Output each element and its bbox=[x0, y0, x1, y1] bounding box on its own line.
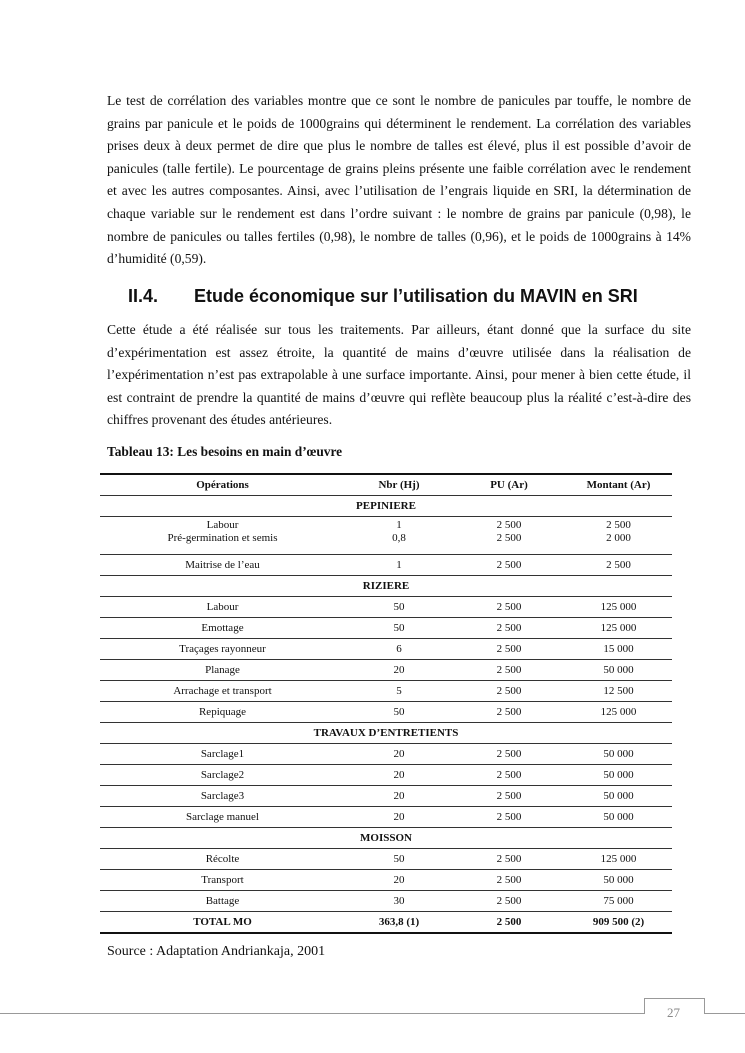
nbr-cell: 20 bbox=[345, 660, 453, 681]
operation-cell: Labour bbox=[100, 597, 345, 618]
pu-cell: 2 500 bbox=[453, 891, 565, 912]
operation-cell: Battage bbox=[100, 891, 345, 912]
operation-cell: Maitrise de l’eau bbox=[100, 555, 345, 576]
table-row bbox=[100, 597, 672, 618]
nbr-cell: 5 bbox=[345, 681, 453, 702]
pu-cell: 2 500 bbox=[453, 639, 565, 660]
header-pu: PU (Ar) bbox=[453, 474, 565, 496]
table-row bbox=[100, 786, 672, 807]
operation-cell: Arrachage et transport bbox=[100, 681, 345, 702]
montant-cell: 2 000 bbox=[565, 532, 672, 555]
table-section-row bbox=[100, 828, 672, 849]
operation-cell: Labour bbox=[206, 518, 239, 531]
pu-cell: 2 500 bbox=[453, 681, 565, 702]
section-label: MOISSON bbox=[100, 828, 672, 849]
section-label: RIZIERE bbox=[100, 576, 672, 597]
operation-cell: Pré-germination et semis bbox=[100, 532, 345, 555]
table-row bbox=[100, 702, 672, 723]
nbr-cell: 50 bbox=[345, 702, 453, 723]
pu-cell: 2 500 bbox=[453, 870, 565, 891]
montant-cell: 50 000 bbox=[565, 870, 672, 891]
paragraph-etude: Cette étude a été réalisée sur tous les traitements. Par ailleurs, étant donné que la surface du site d’expérimentation est assez étroite, la quantité de mains d’œuvre utilisée dans la réalisation de l’expérimentation n’est pas extrapolable à une surface importante. Ainsi, pour mener à bien cette étude, il est contraint de prendre la quantité de mains d’œuvre qui reflète beaucoup plus la réalité c’est-à-dire des chiffres provenant des études antérieures. bbox=[107, 322, 691, 428]
operation-cell: Sarclage manuel bbox=[100, 807, 345, 828]
table-source: Source : Adaptation Andriankaja, 2001 bbox=[107, 944, 326, 959]
operation-cell: Sarclage1 bbox=[100, 744, 345, 765]
nbr-cell: 20 bbox=[345, 807, 453, 828]
montant-cell: 15 000 bbox=[565, 639, 672, 660]
nbr-cell: 30 bbox=[345, 891, 453, 912]
pu-cell: 2 500 bbox=[453, 849, 565, 870]
montant-cell: 50 000 bbox=[565, 765, 672, 786]
pu-cell: 2 500 bbox=[496, 518, 522, 531]
nbr-cell: 363,8 (1) bbox=[345, 912, 453, 934]
pu-cell: 2 500 bbox=[453, 660, 565, 681]
montant-cell: 909 500 (2) bbox=[565, 912, 672, 934]
montant-cell: 125 000 bbox=[565, 849, 672, 870]
pu-cell: 2 500 bbox=[453, 786, 565, 807]
operation-cell: Transport bbox=[100, 870, 345, 891]
nbr-cell: 20 bbox=[345, 870, 453, 891]
operation-cell: Récolte bbox=[100, 849, 345, 870]
table-row bbox=[100, 555, 672, 576]
table-row bbox=[100, 891, 672, 912]
section-number: II.4. bbox=[128, 286, 159, 306]
table-row bbox=[100, 765, 672, 786]
montant-cell: 50 000 bbox=[565, 807, 672, 828]
table-row bbox=[100, 639, 672, 660]
table-row bbox=[100, 517, 672, 533]
table-row bbox=[100, 849, 672, 870]
table-row bbox=[100, 532, 672, 555]
nbr-cell: 20 bbox=[345, 744, 453, 765]
table-section-row bbox=[100, 576, 672, 597]
operation-cell: Sarclage3 bbox=[100, 786, 345, 807]
section-label: TRAVAUX D’ENTRETIENTS bbox=[100, 723, 672, 744]
nbr-cell: 20 bbox=[345, 786, 453, 807]
montant-cell: 125 000 bbox=[565, 618, 672, 639]
operation-cell: Planage bbox=[100, 660, 345, 681]
pu-cell: 2 500 bbox=[453, 807, 565, 828]
table-row bbox=[100, 912, 672, 934]
header-operations: Opérations bbox=[100, 474, 345, 496]
section-title: Etude économique sur l’utilisation du MAVIN en SRI bbox=[194, 286, 638, 306]
nbr-cell: 1 bbox=[345, 555, 453, 576]
nbr-cell: 1 bbox=[396, 518, 402, 531]
table-section-row bbox=[100, 723, 672, 744]
table-header-row bbox=[100, 474, 672, 496]
table-row bbox=[100, 660, 672, 681]
table-row bbox=[100, 681, 672, 702]
pu-cell: 2 500 bbox=[453, 555, 565, 576]
header-nbr: Nbr (Hj) bbox=[345, 474, 453, 496]
section-heading bbox=[128, 286, 638, 307]
operation-cell: Traçages rayonneur bbox=[100, 639, 345, 660]
operation-cell: Sarclage2 bbox=[100, 765, 345, 786]
table-row bbox=[100, 618, 672, 639]
nbr-cell: 20 bbox=[345, 765, 453, 786]
pu-cell: 2 500 bbox=[453, 744, 565, 765]
montant-cell: 2 500 bbox=[606, 518, 631, 531]
montant-cell: 125 000 bbox=[565, 702, 672, 723]
nbr-cell: 6 bbox=[345, 639, 453, 660]
table-caption: Tableau 13: Les besoins en main d’œuvre bbox=[107, 444, 343, 459]
footer-rule bbox=[0, 1013, 745, 1014]
pu-cell: 2 500 bbox=[453, 618, 565, 639]
operation-cell: TOTAL MO bbox=[100, 912, 345, 934]
header-montant: Montant (Ar) bbox=[565, 474, 672, 496]
montant-cell: 2 500 bbox=[565, 555, 672, 576]
pu-cell: 2 500 bbox=[453, 765, 565, 786]
montant-cell: 50 000 bbox=[565, 744, 672, 765]
table-row bbox=[100, 870, 672, 891]
table-row bbox=[100, 744, 672, 765]
table-row bbox=[100, 807, 672, 828]
montant-cell: 12 500 bbox=[565, 681, 672, 702]
pu-cell: 2 500 bbox=[453, 532, 565, 555]
pu-cell: 2 500 bbox=[453, 702, 565, 723]
pu-cell: 2 500 bbox=[453, 597, 565, 618]
nbr-cell: 50 bbox=[345, 618, 453, 639]
montant-cell: 75 000 bbox=[565, 891, 672, 912]
montant-cell: 50 000 bbox=[565, 786, 672, 807]
pu-cell: 2 500 bbox=[453, 912, 565, 934]
operation-cell: Emottage bbox=[100, 618, 345, 639]
table-section-row bbox=[100, 496, 672, 517]
operation-cell: Repiquage bbox=[100, 702, 345, 723]
nbr-cell: 50 bbox=[345, 849, 453, 870]
nbr-cell: 50 bbox=[345, 597, 453, 618]
page-number: 27 bbox=[667, 1005, 680, 1020]
paragraph-correlation: Le test de corrélation des variables montre que ce sont le nombre de panicules par touffe, le nombre de grains par panicule et le poids de 1000grains qui déterminent le rendement. La corrélation des variables prises deux à deux permet de dire que plus le nombre de talles est élevé, plus il est possible d’avoir de panicules (talle fertile). Le pourcentage de grains pleins présente une faible corrélation avec le rendement et avec les autres composantes. Ainsi, avec l’utilisation de l’engrais liquide en SRI, la détermination de chaque variable sur le rendement est dans l’ordre suivant : le nombre de grains par panicule (0,98), le nombre de panicules ou talles fertiles (0,98), le nombre de talles (0,96), et le poids de 1000grains à 14% d’humidité (0,59). bbox=[107, 93, 691, 267]
labour-table bbox=[100, 473, 672, 934]
montant-cell: 50 000 bbox=[565, 660, 672, 681]
section-label: PEPINIERE bbox=[100, 496, 672, 517]
nbr-cell: 0,8 bbox=[345, 532, 453, 555]
montant-cell: 125 000 bbox=[565, 597, 672, 618]
